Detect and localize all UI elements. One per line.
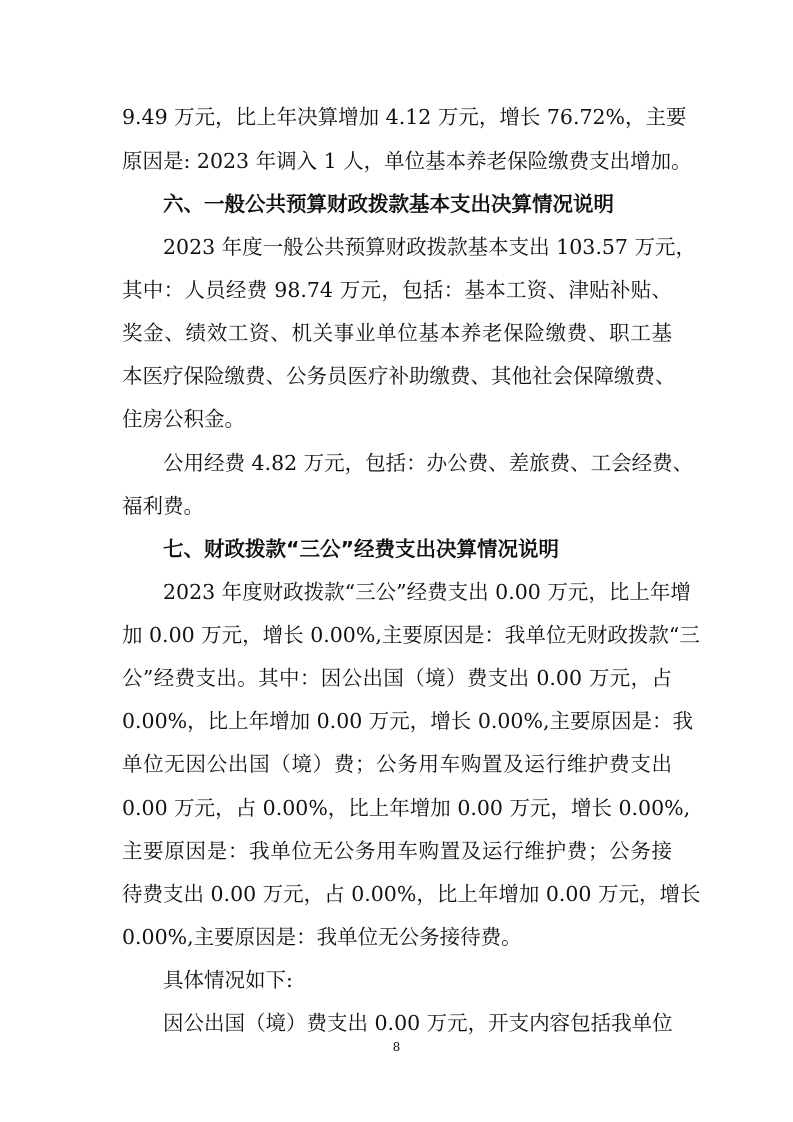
body-text-line: 主要原因是：我单位无公务用车购置及运行维护费；公务接 xyxy=(122,839,672,863)
section-heading-six: 六、一般公共预算财政拨款基本支出决算情况说明 xyxy=(163,192,614,216)
body-text-line: 奖金、绩效工资、机关事业单位基本养老保险缴费、职工基 xyxy=(122,321,672,345)
body-text-line: 2023 年度一般公共预算财政拨款基本支出 103.57 万元， xyxy=(163,235,696,259)
body-text-line: 因公出国（境）费支出 0.00 万元，开支内容包括我单位 xyxy=(163,1011,673,1035)
body-text-line: 0.00 万元，占 0.00%，比上年增加 0.00 万元，增长 0.00%, xyxy=(122,796,691,820)
body-text-line: 加 0.00 万元，增长 0.00%,主要原因是：我单位无财政拨款“三 xyxy=(122,623,700,647)
body-text-line: 0.00%，比上年增加 0.00 万元，增长 0.00%,主要原因是：我 xyxy=(122,709,693,733)
body-text-line: 9.49 万元，比上年决算增加 4.12 万元，增长 76.72%，主要 xyxy=(122,105,687,129)
body-text-line: 本医疗保险缴费、公务员医疗补助缴费、其他社会保障缴费、 xyxy=(122,364,676,388)
body-text-line: 待费支出 0.00 万元，占 0.00%，比上年增加 0.00 万元，增长 xyxy=(122,882,701,906)
page-number: 8 xyxy=(392,1040,401,1054)
body-text-line: 2023 年度财政拨款“三公”经费支出 0.00 万元，比上年增 xyxy=(163,580,691,604)
section-heading-seven: 七、财政拨款“三公”经费支出决算情况说明 xyxy=(163,537,559,561)
body-text-line: 具体情况如下: xyxy=(163,968,293,992)
body-text-line: 0.00%,主要原因是：我单位无公务接待费。 xyxy=(122,925,522,949)
body-text-line: 其中：人员经费 98.74 万元，包括：基本工资、津贴补贴、 xyxy=(122,278,672,302)
body-text-line: 单位无因公出国（境）费；公务用车购置及运行维护费支出 xyxy=(122,752,672,776)
body-text-line: 福利费。 xyxy=(122,494,204,518)
body-text-line: 公”经费支出。其中：因公出国（境）费支出 0.00 万元，占 xyxy=(122,666,672,690)
body-text-line: 原因是: 2023 年调入 1 人，单位基本养老保险缴费支出增加。 xyxy=(122,149,692,173)
body-text-line: 住房公积金。 xyxy=(122,407,245,431)
body-text-line: 公用经费 4.82 万元，包括：办公费、差旅费、工会经费、 xyxy=(163,451,694,475)
